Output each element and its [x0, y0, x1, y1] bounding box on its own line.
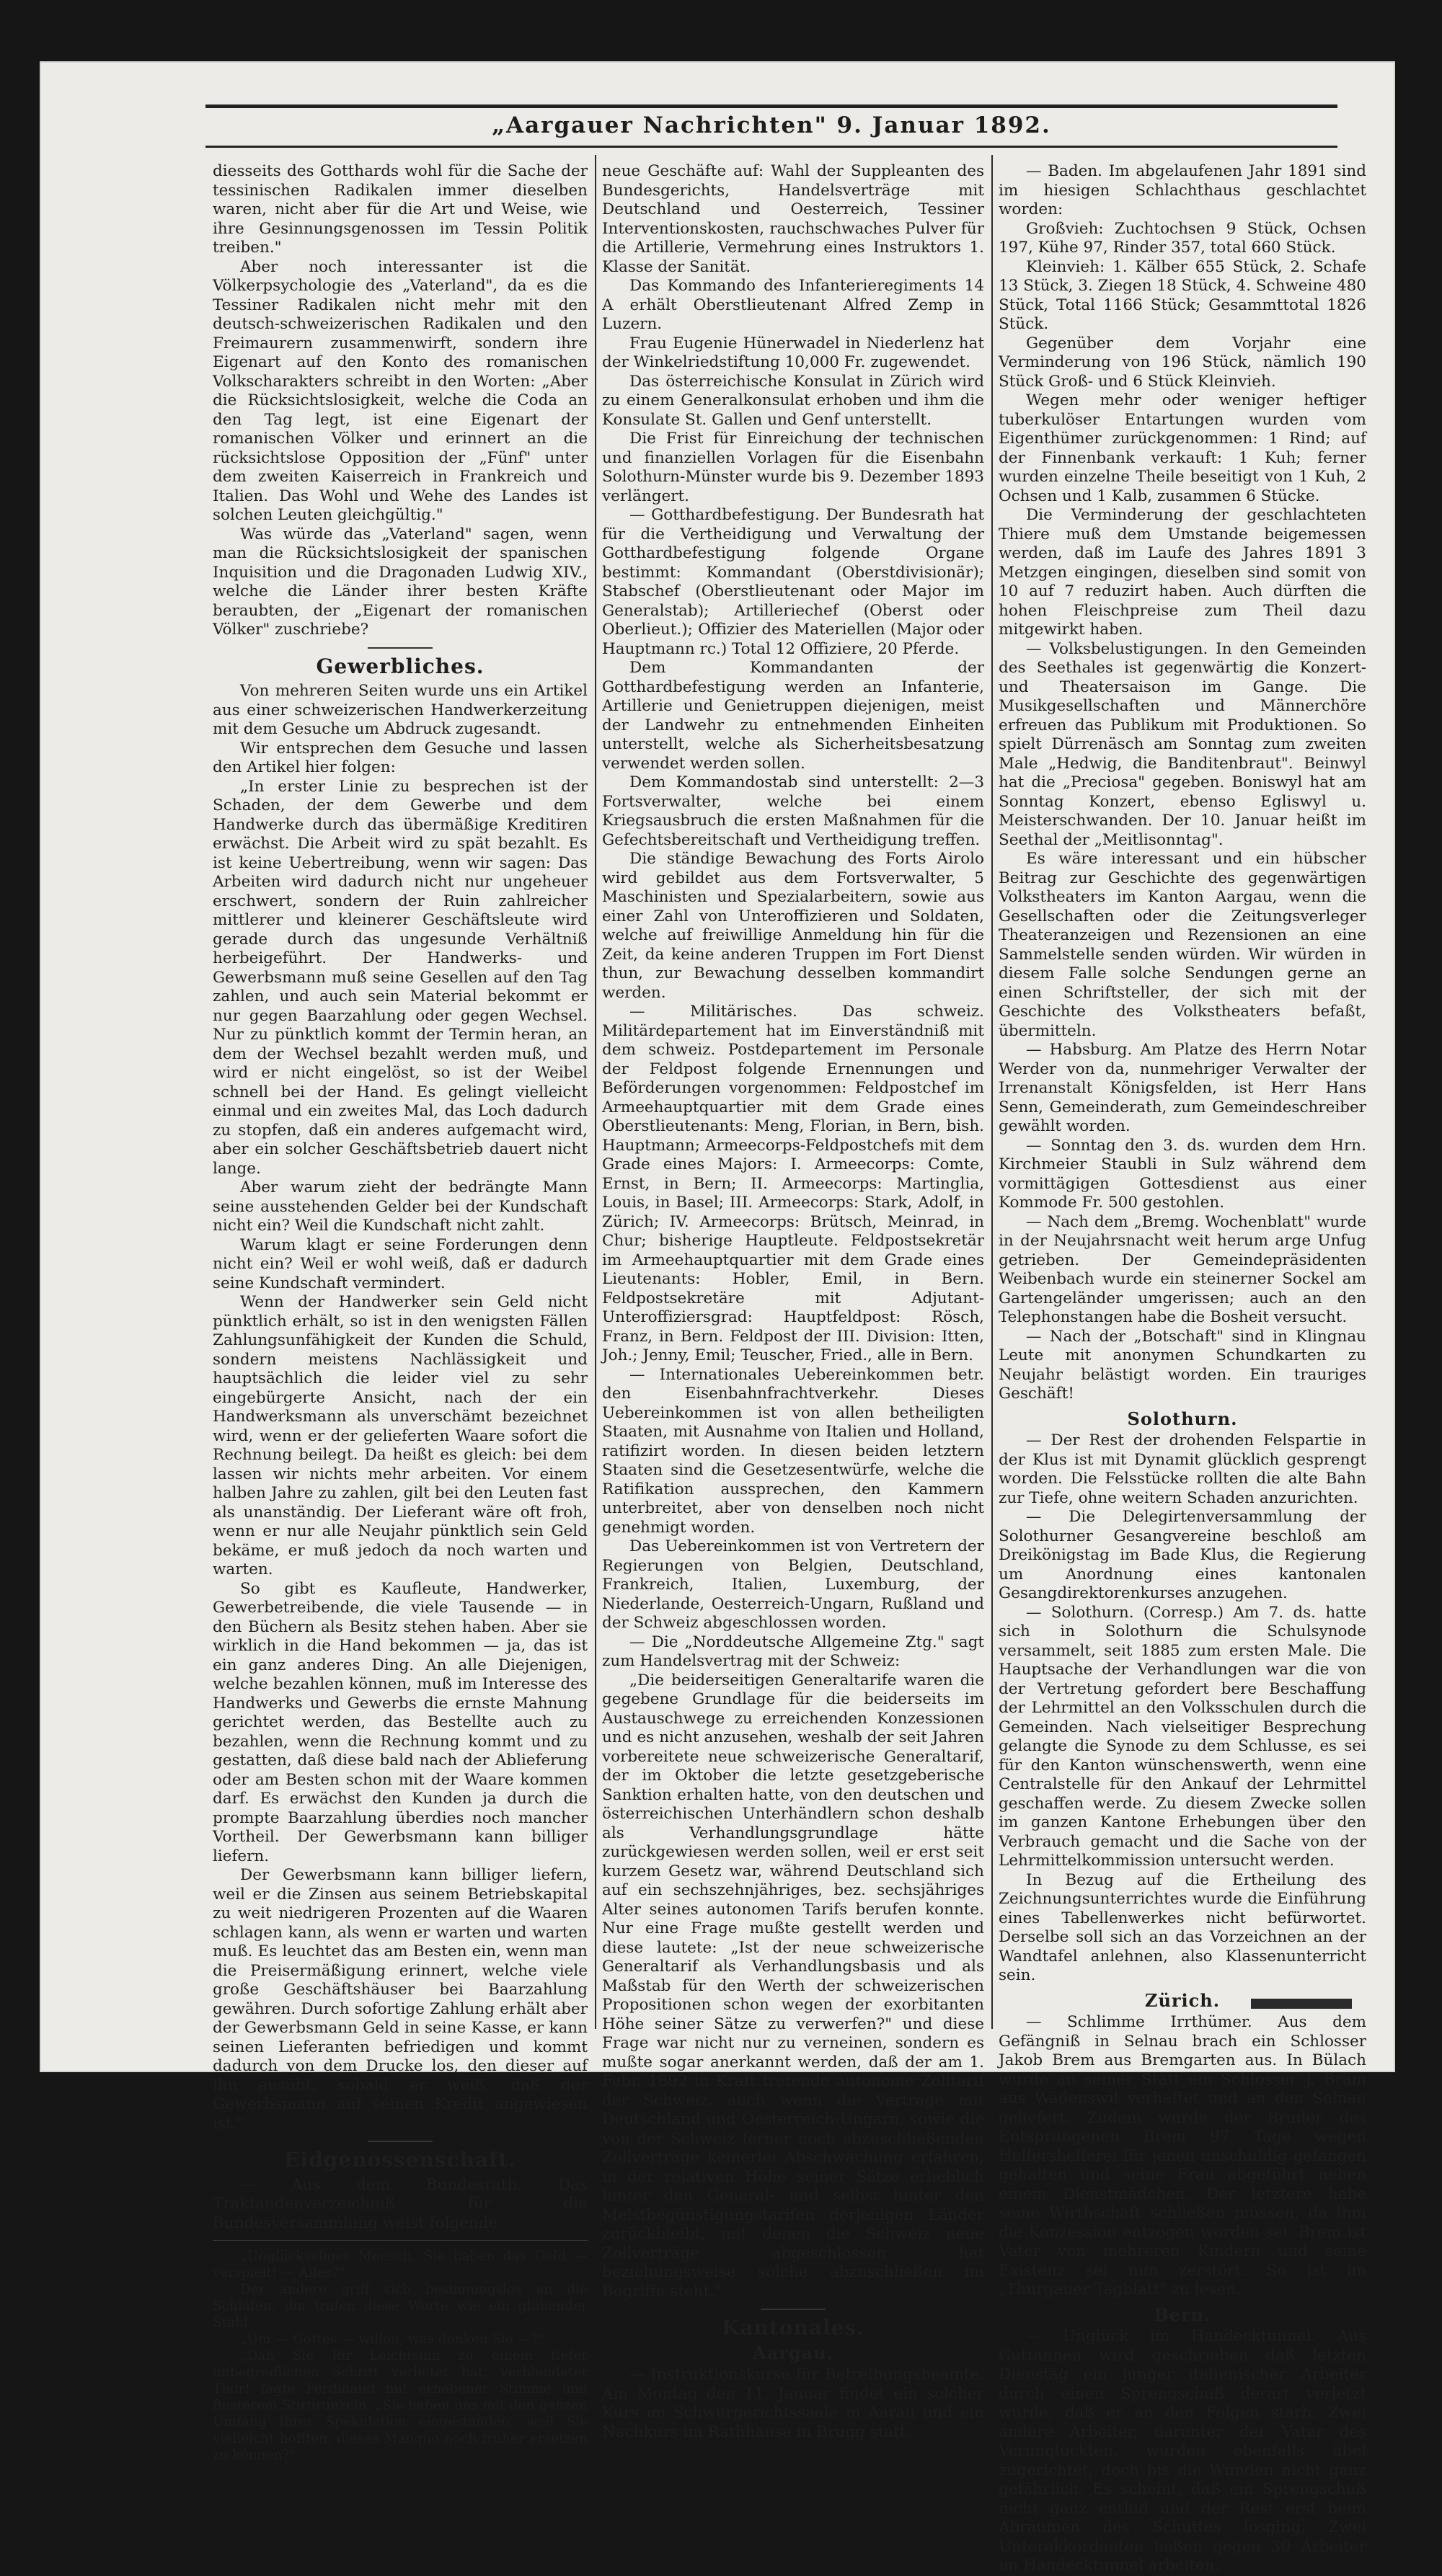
- paragraph: Großvieh: Zuchtochsen 9 Stück, Ochsen 197, Kühe 97, Rinder 357, total 660 Stück.: [999, 219, 1366, 257]
- paragraph: — Aus dem Bundesrath. Das Traktandenverzeichniß für die Bundesversammlung weist folgende: [213, 2175, 588, 2232]
- paragraph: Wegen mehr oder weniger heftiger tuberkulöser Entartungen wurden vom Eigenthümer zurückgenommen: 1 Rind; auf der Finnenbank verkauft: 1 Kuh; ferner wurden einzelne Theile beseitigt von 1 Kuh, 2 Ochsen und 1 Kalb, zusammen 6 Stücke.: [999, 391, 1366, 505]
- paragraph: Was würde das „Vaterland" sagen, wenn man die Rücksichtslosigkeit der spanischen Inquisition und die Dragonaden Ludwig XIV., welche die Länder ihrer besten Kräfte beraubten, der „Eigenart der romanischen Völker" zuschriebe?: [213, 525, 588, 639]
- subsection-heading-solothurn: Solothurn.: [1127, 1408, 1238, 1429]
- newspaper-page: [40, 61, 1395, 2575]
- paragraph: — Solothurn. (Corresp.) Am 7. ds. hatte sich in Solothurn die Schulsynode versammelt, seit 1885 zum ersten Male. Die Hauptsache der Verhandlungen war die von der Vertretung gefordert bere Beschaffung der Lehrmittel an den Volksschulen durch die Gemeinden. Nach vielseitiger Besprechung gelangte die Synode zu dem Schlusse, es sei für den Kanton wünschenswerth, wenn eine Centralstelle für den Ankauf der Lehrmittel geschaffen werde. Zu diesem Zwecke sollen im ganzen Kantone Erhebungen über den Verbrauch gemacht und die Sache von der Lehrmittelkommission untersucht werden.: [999, 1603, 1366, 1870]
- subsection-heading-aargau: Aargau.: [753, 2342, 833, 2363]
- paragraph: „In erster Linie zu besprechen ist der Schaden, der dem Gewerbe und dem Handwerke durch das übermäßige Kreditiren erwächst. Die Arbeit wird zu spät bezahlt. Es ist keine Uebertreibung, wenn wir sagen: Das Arbeiten wird dadurch nicht nur ungeheuer erschwert, sondern der Ruin zahlreicher mittlerer und kleinerer Geschäftsleute wird gerade durch das ungesunde Verhältniß herbeigeführt. Der Handwerks- und Gewerbsmann muß seine Gesellen auf den Tag zahlen, und auch sein Material bekommt er nur gegen Baarzahlung oder gegen Wechsel. Nur zu pünktlich kommt der Termin heran, an dem der Wechsel bezahlt werden muß, und wird er nicht eingelöst, so ist der Weibel schnell bei der Hand. Es gelingt vielleicht einmal und ein zweites Mal, das Loch dadurch zu stopfen, daß ein anderes aufgemacht wird, aber ein solcher Geschäftsbetrieb dauert nicht lange.: [213, 777, 588, 1178]
- feuilleton-paragraph: Der andere griff sich besinnungslos an die Schläfen, ihn trafen diese Worte wie ein glühender Stahl.: [213, 2282, 588, 2330]
- paragraph: Aber warum zieht der bedrängte Mann seine ausstehenden Gelder bei der Kundschaft nicht ein? Weil die Kundschaft nicht zahlt.: [213, 1178, 588, 1235]
- feuilleton-divider: [213, 2240, 588, 2241]
- paragraph: — Gotthardbefestigung. Der Bundesrath hat für die Vertheidigung und Verwaltung der Gotthardbefestigung folgende Organe bestimmt: Kommandant (Oberstdivisionär); Stabschef (Oberstlieutenant oder Major im Generalstab); Artilleriechef (Oberst oder Oberlieut.); Offizier des Materiellen (Major oder Hauptmann rc.) Total 12 Offiziere, 20 Pferde.: [602, 506, 984, 658]
- paragraph: Wenn der Handwerker sein Geld nicht pünktlich erhält, so ist in den wenigsten Fällen Zahlungsunfähigkeit der Kunden die Schuld, sondern meistens Nachlässigkeit und hauptsächlich die leider viel zu sehr eingebürgerte Ansicht, nach der ein Handwerksmann als unverschämt bezeichnet wird, wenn er der gelieferten Waare sofort die Rechnung beilegt. Da heißt es gleich: bei dem lassen wir nichts mehr arbeiten. Vor einem halben Jahre zu zahlen, gilt bei den Leuten fast als unanständig. Der Lieferant wäre oft froh, wenn er nur alle Neujahr pünktlich sein Geld bekäme, er muß jedoch da noch warten und warten.: [213, 1293, 588, 1578]
- paragraph: Es wäre interessant und ein hübscher Beitrag zur Geschichte des gegenwärtigen Volkstheaters im Kanton Aargau, wenn die Gesellschaften oder die Zeitungsverleger Theateranzeigen und Rezensionen an eine Sammelstelle senden würden. Wir würden in diesem Falle solche Sendungen gerne an einen Schriftsteller, der sich mit der Geschichte des Volkstheaters befaßt, übermitteln.: [999, 850, 1366, 1040]
- paragraph: Die ständige Bewachung des Forts Airolo wird gebildet aus dem Fortsverwalter, 5 Maschinisten und Spezialarbeitern, sowie aus einer Zahl von Unteroffizieren und Soldaten, welche auf freiwillige Anmeldung hin für die Zeit, da keine anderen Truppen im Fort Dienst thun, zur Bewachung desselben kommandirt werden.: [602, 850, 984, 1002]
- paragraph: Das österreichische Konsulat in Zürich wird zu einem Generalkonsulat erhoben und ihm die Konsulate St. Gallen und Genf unterstellt.: [602, 372, 984, 429]
- subsection-heading-zuerich: Zürich.: [1144, 1989, 1221, 2011]
- paragraph: „Die beiderseitigen Generaltarife waren die gegebene Grundlage für die beiderseits im Austauschwege zu erreichenden Konzessionen und es nicht anzusehen, weshalb der seit Jahren vorbereitete neue schweizerische Generaltarif, der im Oktober die letzte gesetzgeberische Sanktion erhalten hatte, von den deutschen und österreichischen Unterhändlern schon deshalb als Verhandlungsgrundlage hätte zurückgewiesen werden sollen, weil er erst seit kurzem Gesetz war, während Deutschland sich auf ein sechszehnjähriges, bez. sechsjähriges Alter seines autonomen Tarifs berufen konnte. Nur eine Frage mußte gestellt werden und diese lautete: „Ist der neue schweizerische Generaltarif als Verhandlungsbasis und als Maßstab für den Werth der schweizerischen Propositionen schon wegen der exorbitanten Höhe seiner Sätze zu verwerfen?" und diese Frage war nicht nur zu verneinen, sondern es mußte sogar anerkannt werden, daß der am 1. Febr. 1892 in Kraft tretende autonome Zolltarif der Schweiz, auch wenn die Verträge mit Deutschland und Oesterreich-Ungarn, sowie die von der Schweiz ferner noch abzuschließenden Zollverträge keinerlei Abschwächung erfahren, in der relativen Höhe seiner Sätze erheblich hinter den General- und selbst hinter den Meistbegünstigungstarifen derjenigen Länder zurückbleibt, mit denen die Schweiz neue Zollverträge abgeschlossen hat beziehungsweise solche abzuschließen im Begriffe steht.": [602, 1671, 984, 2301]
- paragraph: Frau Eugenie Hünerwadel in Niederlenz hat der Winkelriedstiftung 10,000 Fr. zugewendet.: [602, 334, 984, 371]
- paragraph: — Unglück im Handecktunnel. Aus Guttannen wird geschrieben daß letzten Dienstag ein junger italienischer Arbeiter durch einen Sprengschuß derart verletzt wurde, daß er an den Folgen starb. Zwei andere Arbeiter, darunter der Vater des Verunglückten, wurden ebenfalls übel zugerichtet, doch bis die Wunden nicht ganz gefährlich. Es scheint, daß ein Sprengschuß nicht ganz entlud und der Rest erst beim Abräumen des Schuttes losging. Zwei Unterakkordanten ließen gegen 30 Arbeiter im Handecktunnel arbeiten.: [999, 2327, 1366, 2575]
- separator: [368, 2141, 433, 2142]
- paragraph: — Sonntag den 3. ds. wurden dem Hrn. Kirchmeier Staubli in Sulz während dem vormittägigen Gottesdienst aus einer Kommode Fr. 500 gestohlen.: [999, 1136, 1366, 1212]
- paragraph: Kleinvieh: 1. Kälber 655 Stück, 2. Schafe 13 Stück, 3. Ziegen 18 Stück, 4. Schweine 480 Stück, Total 1166 Stück; Gesammttotal 1826 Stück.: [999, 257, 1366, 333]
- paragraph: — Volksbelustigungen. In den Gemeinden des Seethales ist gegenwärtig die Konzert- und Theatersaison im Gange. Die Musikgesellschaften und Männerchöre erfreuen das Publikum mit Produktionen. So spielt Dürrenäsch am Sonntag zum zweiten Male „Hedwig, die Banditenbraut". Beinwyl hat die „Preciosa" gegeben. Boniswyl hat am Sonntag Konzert, ebenso Egliswyl u. Meisterschwanden. Der 10. Januar heißt im Seethal der „Meitlisonntag".: [999, 639, 1366, 849]
- masthead-title: „Aargauer Nachrichten" 9. Januar 1892.: [205, 105, 1337, 148]
- page-footer-mark: [1251, 1999, 1352, 2009]
- feuilleton-paragraph: „Daß Sie Ihr Leichtsinn zu einem tiefer unbegreiflichen Schritt verleitet hat, verblendeter Thor! fagte Ferdinand mit erhobener Stimme und finsterem Stirnrunzeln. „Sie haben uns mit den ganzen Umfang Ihrer Spekulation eingestanden, weil Sie vielleicht hofften, dieses Manquo noch früher ersetzen zu können?": [213, 2348, 588, 2463]
- subsection-heading-bern: Bern.: [1154, 2304, 1211, 2325]
- separator: [761, 2309, 826, 2310]
- paragraph: Die Verminderung der geschlachteten Thiere muß dem Umstande beigemessen werden, daß im Laufe des Jahres 1891 3 Metzgen eingingen, dieselben sind somit von 10 auf 7 reduzirt haben. Auch dürften die hohen Fleischpreise zum Theil dazu mitgewirkt haben.: [999, 506, 1366, 639]
- separator: [368, 647, 433, 649]
- paragraph: Von mehreren Seiten wurde uns ein Artikel aus einer schweizerischen Handwerkerzeitung mit dem Gesuche um Abdruck zugesandt.: [213, 682, 588, 738]
- paragraph: — Habsburg. Am Platze des Herrn Notar Werder von da, nunmehriger Verwalter der Irrenanstalt Königsfelden, ist Herr Hans Senn, Gemeinderath, zum Gemeindeschreiber gewählt worden.: [999, 1041, 1366, 1135]
- paragraph: — Baden. Im abgelaufenen Jahr 1891 sind im hiesigen Schlachthaus geschlachtet worden:: [999, 162, 1366, 218]
- paragraph: — Nach der „Botschaft" sind in Klingnau Leute mit anonymen Schundkarten zu Neujahr belästigt worden. Ein trauriges Geschäft!: [999, 1327, 1366, 1403]
- paragraph: — Militärisches. Das schweiz. Militärdepartement hat im Einverständniß mit dem schweiz. Postdepartement im Personale der Feldpost folgende Ernennungen und Beförderungen vorgenommen: Feldpostchef im Armeehauptquartier mit dem Grade eines Oberstlieutenants: Meng, Florian, in Bern, bish. Hauptmann; Armeecorps-Feldpostchefs mit dem Grade eines Majors: I. Armeecorps: Comte, Ernst, in Bern; II. Armeecorps: Martinglia, Louis, in Basel; III. Armeecorps: Stark, Adolf, in Zürich; IV. Armeecorps: Brütsch, Meinrad, in Chur; bisherige Hauptleute. Feldpostsekretär im Armeehauptquartier mit dem Grade eines Lieutenants: Hobler, Emil, in Bern. Feldpostsekretäre mit Adjutant-Unteroffiziersgrad: Hauptfeldpost: Rösch, Franz, in Bern. Feldpost der III. Division: Itten, Joh.; Jenny, Emil; Teuscher, Fried., alle in Bern.: [602, 1003, 984, 1364]
- paragraph: neue Geschäfte auf: Wahl der Suppleanten des Bundesgerichts, Handelsverträge mit Deutschland und Oesterreich, Tessiner Interventionskosten, rauchschwaches Pulver für die Artillerie, Vermehrung eines Instruktors 1. Klasse der Sanität.: [602, 162, 984, 276]
- paragraph: — Schlimme Irrthümer. Aus dem Gefängniß in Selnau brach ein Schlosser Jakob Brem aus Bremgarten aus. In Bülach wurde an seiner Statt ein Schlosser J. Bräm aus Wädenswil verhaftet und an den Selnau geliefert. Zudem wurde der Bruder des Entsprungenen Brem 97 Tage wegen Helfershelferei für jenen unschuldig gefangen gehalten und seine Frau abgeführt neben einem Dienstmädchen. Der letztere habe seine Wirthschaft schließen müssen, da ihm die Konzession entzogen worden sei. Brem ist Vater von mehreren Kindern und seine Existenz sei nun zerstört. So ist im „Thurgauer Tagblatt" zu lesen.: [999, 2013, 1366, 2299]
- paragraph: — Die Delegirtenversammlung der Solothurner Gesangvereine beschloß am Dreikönigstag im Bade Klus, die Regierung um Anordnung eines kantonalen Gesangdirektorenkurses anzugehen.: [999, 1508, 1366, 1602]
- section-heading-gewerbliches: Gewerbliches.: [316, 654, 485, 678]
- paragraph: Wir entsprechen dem Gesuche und lassen den Artikel hier folgen:: [213, 739, 588, 776]
- paragraph: Warum klagt er seine Forderungen denn nicht ein? Weil er wohl weiß, daß er dadurch seine Kundschaft vermindert.: [213, 1235, 588, 1292]
- section-heading-eidgenossenschaft: Eidgenossenschaft.: [284, 2148, 516, 2172]
- paragraph: diesseits des Gotthards wohl für die Sache der tessinischen Radikalen immer dieselben waren, nicht aber für die Art und Weise, wie ihre Gesinnungsgenossen im Tessin Politik treiben.": [213, 162, 588, 257]
- column-divider: [991, 155, 993, 2029]
- paragraph: Dem Kommandanten der Gotthardbefestigung werden an Infanterie, Artillerie und Genietruppen diejenigen, meist der Landwehr zu entnehmenden Einheiten unterstellt, welche als Sicherheitsbesatzung verwendet werden sollen.: [602, 659, 984, 773]
- paragraph: — Die „Norddeutsche Allgemeine Ztg." sagt zum Handelsvertrag mit der Schweiz:: [602, 1633, 984, 1670]
- paragraph: — Der Rest der drohenden Felspartie in der Klus ist mit Dynamit glücklich gesprengt worden. Die Felsstücke rollten die alte Bahn zur Tiefe, ohne weitern Schaden anzurichten.: [999, 1431, 1366, 1507]
- paragraph: Aber noch interessanter ist die Völkerpsychologie des „Vaterland", da es die Tessiner Radikalen nicht mehr mit den deutsch-schweizerischen Radikalen und den Freimaurern zusammenwirft, sondern ihre Eigenart auf den Konto des romanischen Volkscharakters schreibt in den Worten: „Aber die Rücksichtslosigkeit, welche die Coda an den Tag legt, ist eine Eigenart der romanischen Völker und erinnert an die rücksichtslose Opposition der „Fünf" unter dem zweiten Kaiserreich in Frankreich und Italien. Das Wohl und Wehe des Landes ist solchen Leuten gleichgültig.": [213, 257, 588, 524]
- paragraph: Dem Kommandostab sind unterstellt: 2—3 Fortsverwalter, welche bei einem Kriegsausbruch die ersten Maßnahmen für die Gefechtsbereitschaft und Vertheidigung treffen.: [602, 773, 984, 849]
- paragraph: — Instruktionskurse für Betreibungsbeamte. Am Montag den 11. Januar findet ein solcher Kurs im Schwurgerichtssaale in Aarau und ein Nachkurs im Rathhause in Brugg statt.: [602, 2366, 984, 2441]
- column-divider: [595, 155, 596, 2029]
- section-heading-kantonales: Kantonales.: [722, 2316, 864, 2340]
- paragraph: So gibt es Kaufleute, Handwerker, Gewerbetreibende, die viele Tausende — in den Büchern als Besitz stehen haben. Aber sie wirklich in die Hand bekommen — ja, das ist ein ganz anderes Ding. An alle Diejenigen, welche bezahlen können, muß im Interesse des Handwerks und Gewerbs die ernste Mahnung gerichtet werden, das Bestellte auch zu bezahlen, wenn die Rechnung kommt und zu gestatten, daß diese bald nach der Ablieferung oder am Besten schon mit der Waare kommen darf. Es erwächst den Kunden ja durch die prompte Baarzahlung überdies noch mancher Vortheil. Der Gewerbsmann kann billiger liefern.: [213, 1579, 588, 1865]
- feuilleton-paragraph: „Unglückseliger Mensch, Sie haben das Geld — verspielt! — Alles?": [213, 2249, 588, 2280]
- column-2: [602, 162, 984, 2441]
- paragraph: Der Gewerbsmann kann billiger liefern, weil er die Zinsen aus seinem Betriebskapital zu weit niedrigeren Prozenten auf die Waaren schlagen kann, als wenn er warten und warten muß. Es leuchtet das am Besten ein, wenn man die Preisermäßigung erinnert, welche viele große Geschäftshäuser bei Baarzahlung gewähren. Durch sofortige Zahlung erhält aber der Gewerbsmann Geld in seine Kasse, er kann seinen Lieferanten befriedigen und kommt dadurch von dem Drucke los, den dieser auf ihn ausübt, sobald er weiß, daß der Gewerbsmann auf seinen Kredit angewiesen ist.": [213, 1866, 588, 2133]
- paragraph: Das Kommando des Infanterieregiments 14 A erhält Oberstlieutenant Alfred Zemp in Luzern.: [602, 277, 984, 333]
- column-1: [213, 162, 588, 2463]
- paragraph: Die Frist für Einreichung der technischen und finanziellen Vorlagen für die Eisenbahn Solothurn-Münster wurde bis 9. Dezember 1893 verlängert.: [602, 430, 984, 505]
- feuilleton-paragraph: „Um — Gottes — willen, was denken Sie —?": [240, 2332, 544, 2347]
- paragraph: — Nach dem „Bremg. Wochenblatt" wurde in der Neujahrsnacht weit herum arge Unfug getrieben. Der Gemeindepräsidenten Weibenbach wurde ein steinerner Sockel am Gartengeländer umgerissen; auch an den Telephonstangen habe die Bosheit versucht.: [999, 1212, 1366, 1326]
- paragraph: Das Uebereinkommen ist von Vertretern der Regierungen von Belgien, Deutschland, Frankreich, Italien, Luxemburg, der Niederlande, Oesterreich-Ungarn, Rußland und der Schweiz abgeschlossen worden.: [602, 1537, 984, 1632]
- paragraph: In Bezug auf die Ertheilung des Zeichnungsunterrichtes wurde die Einführung eines Tabellenwerkes nicht befürwortet. Derselbe soll sich an das Vorzeichnen an der Wandtafel anlehnen, also Klassenunterricht sein.: [999, 1870, 1366, 1984]
- paragraph: Gegenüber dem Vorjahr eine Verminderung von 196 Stück, nämlich 190 Stück Groß- und 6 Stück Kleinvieh.: [999, 334, 1366, 391]
- paragraph: — Internationales Uebereinkommen betr. den Eisenbahnfrachtverkehr. Dieses Uebereinkommen ist von allen betheiligten Staaten, mit Ausnahme von Italien und Holland, ratifizirt worden. In diesen beiden letztern Staaten sind die Gesetzesentwürfe, welche die Ratifikation aussprechen, den Kammern unterbreitet, aber von denselben noch nicht genehmigt worden.: [602, 1365, 984, 1537]
- column-3: [999, 162, 1366, 2575]
